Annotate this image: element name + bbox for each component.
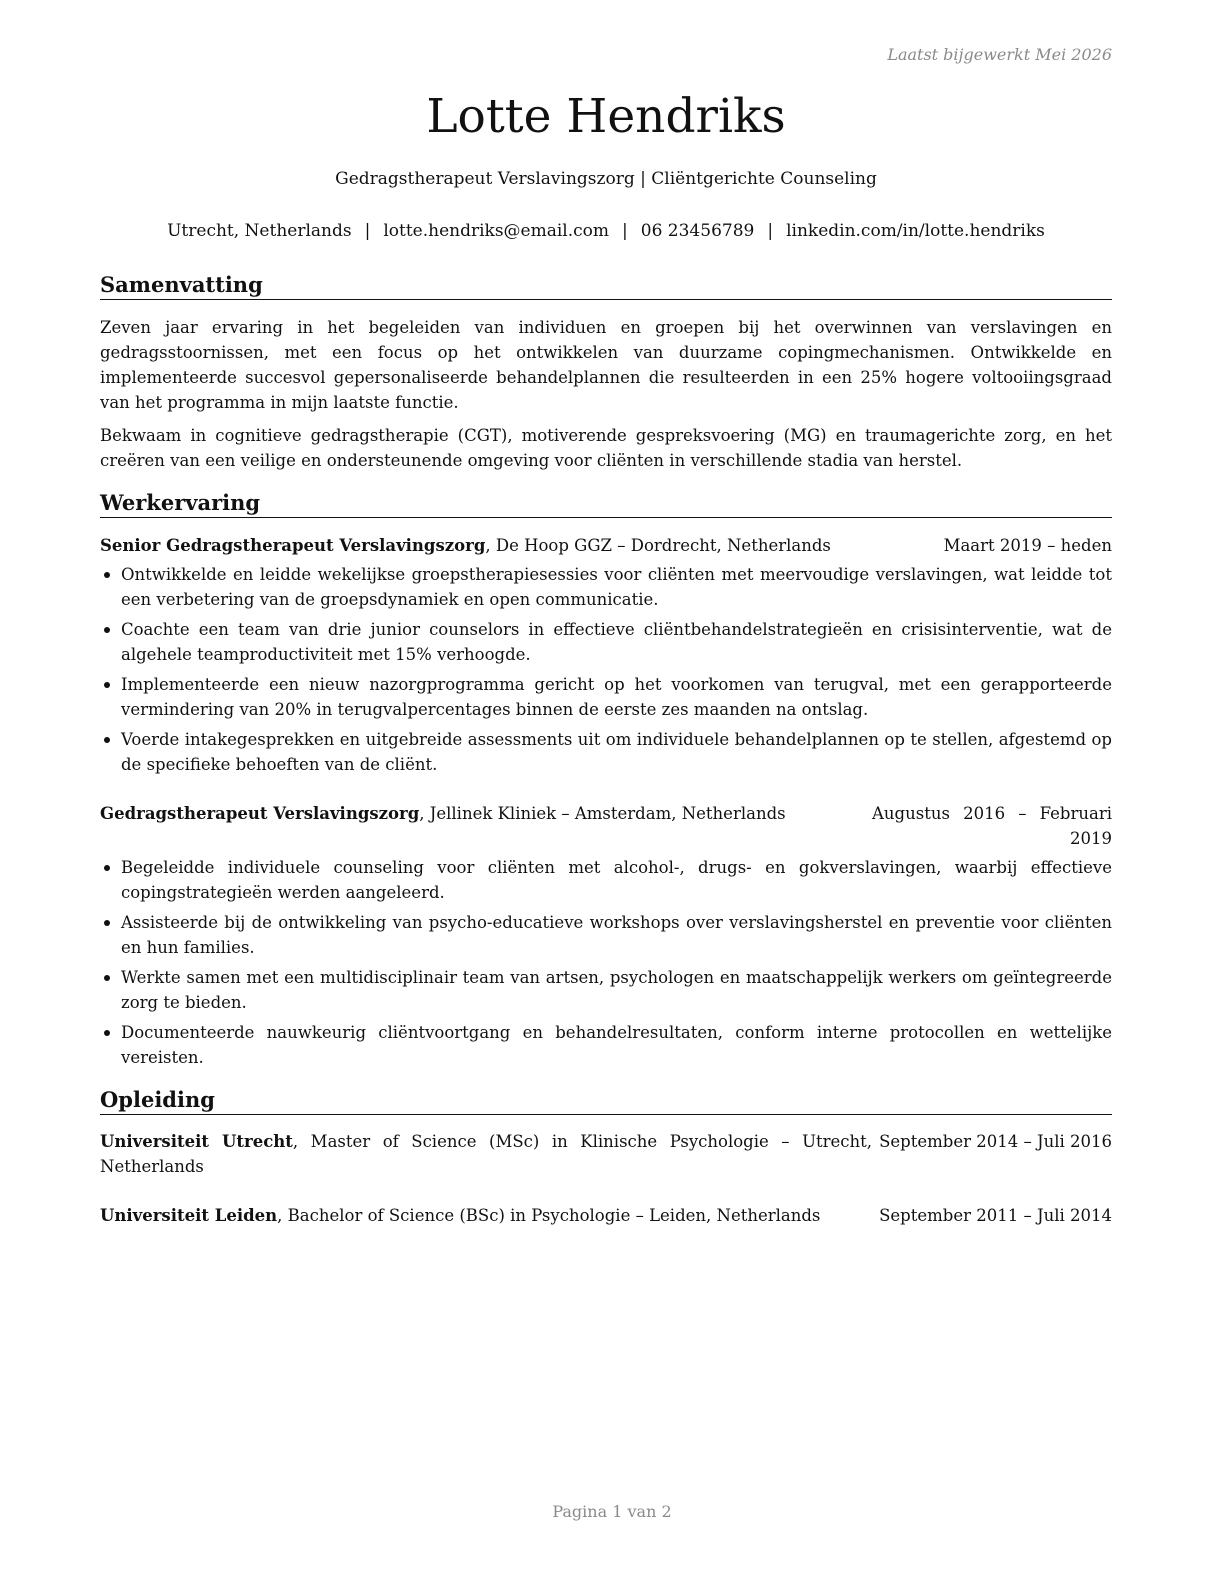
education-dates: September 2014 – Juli 2016 xyxy=(879,1132,1112,1151)
list-item xyxy=(100,855,1112,905)
education-heading: Opleiding xyxy=(100,1086,1112,1115)
education-school: Universiteit Leiden xyxy=(100,1206,278,1225)
last-updated: Laatst bijgewerkt Mei 2026 xyxy=(887,45,1112,64)
job-title-line xyxy=(100,533,944,558)
job-entry xyxy=(100,533,1112,782)
summary-paragraph: Bekwaam in cognitieve gedragstherapie (CGT), motiverende gespreksvoering (MG) en traumagerichte zorg, en het creëren van een veilige en ondersteunende omgeving voor cliënten in verschillende stadia van herstel. xyxy=(100,426,1112,470)
contact-location: Utrecht, Netherlands xyxy=(167,221,352,241)
education-school: Universiteit Utrecht xyxy=(100,1132,293,1151)
contact-separator: | xyxy=(767,221,774,241)
tagline: Gedragstherapeut Verslavingszorg | Cliëntgerichte Counseling xyxy=(335,169,877,189)
job-title: Gedragstherapeut Verslavingszorg xyxy=(100,804,420,823)
bullet-icon xyxy=(104,1030,110,1036)
bullet-icon xyxy=(104,682,110,688)
list-item xyxy=(100,562,1112,612)
bullet-icon xyxy=(104,572,110,578)
candidate-name: Lotte Hendriks xyxy=(426,89,786,144)
job-title-line xyxy=(100,801,872,826)
job-header xyxy=(100,533,1112,558)
education-header xyxy=(100,1203,1112,1228)
education-title-line xyxy=(100,1203,872,1228)
job-header xyxy=(100,801,1112,851)
job-title: Senior Gedragstherapeut Verslavingszorg xyxy=(100,536,486,555)
education-header xyxy=(100,1129,1112,1179)
education-dates: September 2011 – Juli 2014 xyxy=(879,1206,1112,1225)
contact-separator: | xyxy=(622,221,628,241)
bullet-text: Begeleidde individuele counseling voor cliënten met alcohol-, drugs- en gokverslavingen, waarbij effectieve copingstrategieën werden aangeleerd. xyxy=(121,858,1112,902)
job-dates: Augustus 2016 – Februari 2019 xyxy=(872,804,1112,848)
bullet-text: Voerde intakegesprekken en uitgebreide assessments uit om individuele behandelplannen op te stellen, afgestemd op de specifieke behoeften van de cliënt. xyxy=(121,730,1112,774)
bullet-icon xyxy=(104,737,110,743)
education-title-line xyxy=(100,1129,872,1179)
list-item xyxy=(100,727,1112,777)
education-degree: , Master of Science (MSc) in Klinische Psychologie – Utrecht, Netherlands xyxy=(100,1132,873,1176)
job-entry xyxy=(100,801,1112,1075)
contact-separator: | xyxy=(364,221,371,241)
job-bullets xyxy=(100,855,1112,1070)
summary-section xyxy=(100,315,1112,481)
summary-heading: Samenvatting xyxy=(100,271,1112,300)
bullet-text: Implementeerde een nieuw nazorgprogramma gericht op het voorkomen van terugval, met een gerapporteerde vermindering van 20% in terugvalpercentages binnen de eerste zes maanden na ontslag. xyxy=(121,675,1112,719)
bullet-icon xyxy=(104,865,110,871)
bullet-text: Werkte samen met een multidisciplinair team van artsen, psychologen en maatschappelijk werkers om geïntegreerde zorg te bieden. xyxy=(121,968,1112,1012)
contact-line xyxy=(100,219,1112,243)
education-entry xyxy=(100,1129,1112,1179)
contact-phone[interactable]: 06 23456789 xyxy=(640,221,755,241)
job-employer: , De Hoop GGZ – Dordrecht, Netherlands xyxy=(485,536,831,555)
bullet-icon xyxy=(104,975,110,981)
list-item xyxy=(100,1020,1112,1070)
bullet-icon xyxy=(104,627,110,633)
list-item xyxy=(100,965,1112,1015)
page-number: Pagina 1 van 2 xyxy=(552,1502,672,1521)
list-item xyxy=(100,910,1112,960)
education-entry xyxy=(100,1203,1112,1228)
bullet-icon xyxy=(104,920,110,926)
list-item xyxy=(100,672,1112,722)
summary-paragraph: Zeven jaar ervaring in het begeleiden van individuen en groepen bij het overwinnen van verslavingen en gedragsstoornissen, met een focus op het ontwikkelen van duurzame copingmechanismen. Ontwikkelde en implementeerde succesvol gepersonaliseerde behandelplannen die resulteerden in een 25% hogere voltooiingsgraad van het programma in mijn laatste functie. xyxy=(100,318,1112,412)
contact-linkedin[interactable]: linkedin.com/in/lotte.hendriks xyxy=(786,221,1045,241)
bullet-text: Coachte een team van drie junior counselors in effectieve cliëntbehandelstrategieën en crisisinterventie, wat de algehele teamproductiviteit met 15% verhoogde. xyxy=(121,620,1112,664)
job-bullets xyxy=(100,562,1112,777)
experience-heading: Werkervaring xyxy=(100,489,1112,518)
list-item xyxy=(100,617,1112,667)
bullet-text: Ontwikkelde en leidde wekelijkse groepstherapiesessies voor cliënten met meervoudige verslavingen, wat leidde tot een verbetering van de groepsdynamiek en open communicatie. xyxy=(121,565,1112,609)
contact-email[interactable]: lotte.hendriks@email.com xyxy=(383,221,610,241)
bullet-text: Documenteerde nauwkeurig cliëntvoortgang en behandelresultaten, conform interne protocollen en wettelijke vereisten. xyxy=(121,1023,1112,1067)
job-employer: , Jellinek Kliniek – Amsterdam, Netherlands xyxy=(419,804,786,823)
bullet-text: Assisteerde bij de ontwikkeling van psycho-educatieve workshops over verslavingsherstel en preventie voor cliënten en hun families. xyxy=(121,913,1112,957)
education-degree: , Bachelor of Science (BSc) in Psychologie – Leiden, Netherlands xyxy=(277,1206,821,1225)
job-dates: Maart 2019 – heden xyxy=(943,536,1112,555)
